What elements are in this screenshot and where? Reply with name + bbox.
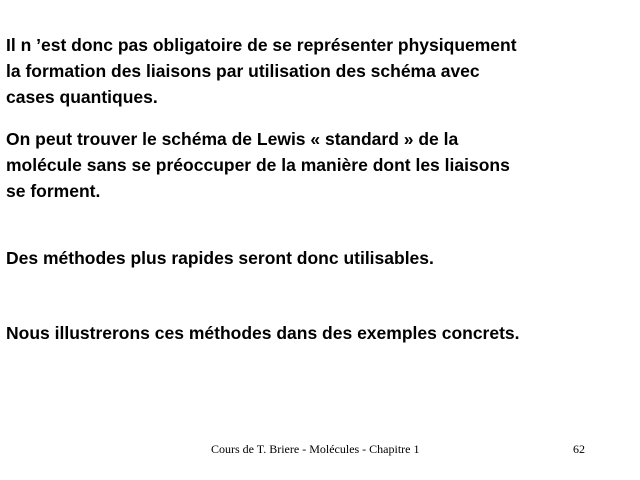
- page-number: 62: [573, 442, 585, 456]
- paragraph-line: Des méthodes plus rapides seront donc utilisables.: [6, 248, 434, 268]
- paragraph-line: molécule sans se préoccuper de la manière dont les liaisons: [6, 155, 510, 175]
- paragraph-line: Il n ’est donc pas obligatoire de se représenter physiquement: [6, 35, 517, 55]
- paragraph-line: la formation des liaisons par utilisation des schéma avec: [6, 61, 480, 81]
- footer-credit: Cours de T. Briere - Molécules - Chapitre 1: [211, 442, 420, 456]
- paragraph-faster-methods: [6, 245, 636, 271]
- paragraph-line: Nous illustrerons ces méthodes dans des exemples concrets.: [6, 323, 520, 343]
- paragraph-line: se forment.: [6, 181, 101, 201]
- paragraph-lewis-standard: [6, 126, 636, 204]
- paragraph-examples: [6, 320, 636, 346]
- paragraph-line: On peut trouver le schéma de Lewis « standard » de la: [6, 129, 459, 149]
- paragraph-physical-representation: [6, 32, 636, 110]
- paragraph-line: cases quantiques.: [6, 87, 158, 107]
